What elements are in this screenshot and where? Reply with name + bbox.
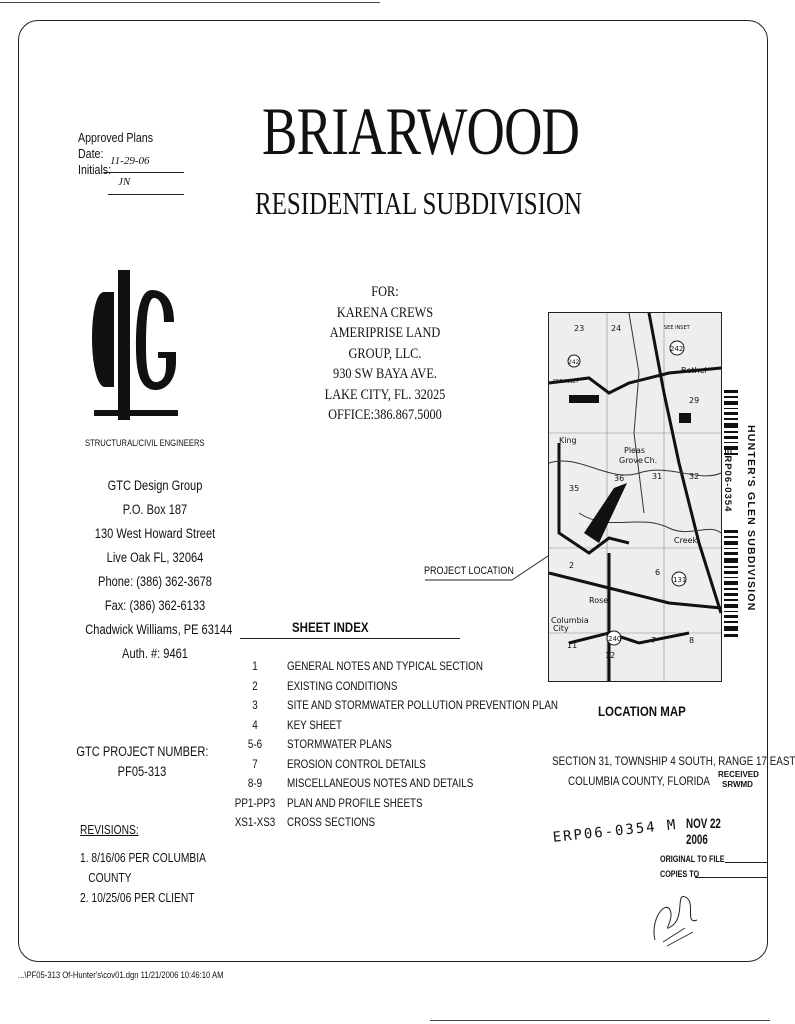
srwmd-text: SRWMD — [722, 780, 753, 789]
svg-text:12: 12 — [605, 651, 616, 660]
svg-text:11: 11 — [567, 641, 578, 650]
location-map-title: LOCATION MAP — [598, 703, 686, 719]
svg-text:Ch.: Ch. — [644, 456, 658, 465]
project-location-label: PROJECT LOCATION — [424, 565, 514, 577]
revision-item: 2. 10/25/06 PER CLIENT — [80, 891, 195, 905]
project-subtitle: RESIDENTIAL SUBDIVISION — [255, 185, 583, 221]
svg-text:SEE INSET: SEE INSET — [664, 325, 690, 331]
svg-text:36: 36 — [614, 474, 625, 483]
engineer-line: Fax: (386) 362-6133 — [104, 598, 206, 613]
sheet-description: EROSION CONTROL DETAILS — [287, 756, 426, 771]
svg-text:2: 2 — [569, 561, 575, 570]
engineer-block — [70, 474, 240, 666]
logo-caption: STRUCTURAL/CIVIL ENGINEERS — [85, 438, 205, 448]
for-label: FOR: — [371, 284, 399, 300]
original-line — [725, 862, 767, 863]
sheet-description: EXISTING CONDITIONS — [287, 678, 398, 693]
engineer-line: 130 West Howard Street — [94, 526, 216, 541]
sheet-number: XS1-XS3 — [234, 815, 276, 829]
sheet-description: PLAN AND PROFILE SHEETS — [287, 795, 423, 810]
initials-underline — [108, 194, 184, 195]
svg-text:31: 31 — [652, 472, 663, 481]
sheet-number: 4 — [252, 717, 258, 732]
svg-text:242: 242 — [568, 359, 580, 366]
engineer-line: Chadwick Williams, PE 63144 — [85, 622, 233, 637]
initials-handwritten: JN — [118, 176, 131, 188]
client-line: 930 SW BAYA AVE. — [333, 366, 437, 382]
engineer-line: Auth. #: 9461 — [122, 646, 188, 661]
sheet-description: KEY SHEET — [287, 717, 343, 732]
sheet-description: GENERAL NOTES AND TYPICAL SECTION — [287, 659, 483, 673]
sheet-number: PP1-PP3 — [234, 795, 276, 810]
signature-scribble — [645, 880, 705, 950]
svg-text:Grove: Grove — [619, 456, 643, 465]
original-to-file: ORIGINAL TO FILE — [660, 854, 725, 864]
sheet-index-rule — [240, 638, 460, 639]
approval-heading: Approved Plans — [78, 131, 154, 145]
vertical-erp-number: ERP06-0354 — [722, 448, 733, 513]
svg-text:King: King — [559, 436, 577, 445]
barcode — [724, 390, 738, 640]
date-stamp: NOV 22 2006 — [686, 815, 721, 847]
svg-text:6: 6 — [655, 568, 661, 577]
sheet-number: 7 — [252, 756, 258, 771]
sheet-description: CROSS SECTIONS — [287, 815, 376, 829]
client-line: LAKE CITY, FL. 32025 — [324, 386, 446, 403]
svg-text:24: 24 — [611, 324, 622, 333]
section-description — [533, 751, 795, 791]
section-line-2: COLUMBIA COUNTY, FLORIDA — [568, 774, 710, 788]
approval-block — [78, 130, 153, 178]
svg-text:SEE INSET: SEE INSET — [553, 379, 579, 385]
top-edge-line — [0, 2, 380, 3]
sheet-index-descriptions — [287, 657, 618, 833]
svg-text:32: 32 — [689, 472, 700, 481]
section-line-1: SECTION 31, TOWNSHIP 4 SOUTH, RANGE 17 EAST — [552, 754, 795, 768]
svg-text:23: 23 — [574, 324, 585, 333]
revisions-block — [80, 820, 234, 908]
engineer-line: P.O. Box 187 — [122, 502, 188, 517]
svg-text:242: 242 — [670, 345, 684, 353]
svg-text:29: 29 — [689, 396, 700, 405]
project-number-value: PF05-313 — [117, 764, 167, 779]
svg-text:131: 131 — [673, 576, 687, 584]
svg-text:7: 7 — [651, 636, 657, 645]
location-map — [548, 312, 722, 682]
sheet-description: SITE AND STORMWATER POLLUTION PREVENTION PLAN — [287, 698, 559, 712]
sheet-number: 8-9 — [247, 776, 263, 790]
date-handwritten: 11-29-06 — [110, 155, 150, 167]
sheet-description: MISCELLANEOUS NOTES AND DETAILS — [287, 776, 474, 790]
svg-text:Pleas: Pleas — [624, 446, 646, 455]
sheet-number: 1 — [252, 659, 258, 673]
received-stamp — [718, 770, 759, 790]
revision-item: 1. 8/16/06 PER COLUMBIA — [80, 851, 206, 865]
copies-to: COPIES TO — [660, 869, 700, 879]
sheet-description: STORMWATER PLANS — [287, 737, 392, 751]
gtc-logo — [86, 262, 186, 422]
sheet-index-heading: SHEET INDEX — [292, 620, 369, 635]
svg-text:Creek: Creek — [674, 536, 698, 545]
sheet-number: 5-6 — [247, 737, 263, 751]
svg-text:240: 240 — [608, 635, 622, 643]
engineer-line: Phone: (386) 362-3678 — [98, 574, 212, 589]
date-underline — [104, 172, 184, 173]
map-graphic — [549, 313, 721, 681]
project-number-label: GTC PROJECT NUMBER: — [76, 744, 209, 759]
engineer-line: GTC Design Group — [107, 478, 203, 493]
file-path: ...\PF05-313 Of-Hunter's\cov01.dgn 11/21/2006 10:46:10 AM — [18, 970, 224, 980]
project-number-block — [62, 742, 222, 782]
copies-line — [695, 877, 767, 878]
client-line: AMERIPRISE LAND GROUP, LLC. — [329, 325, 441, 362]
svg-text:35: 35 — [569, 484, 580, 493]
sheet-number: 2 — [252, 678, 258, 693]
initials-label: Initials: — [78, 163, 112, 177]
project-title: BRIARWOOD — [262, 93, 580, 169]
received-text: RECEIVED — [718, 770, 759, 779]
sheet-index-numbers — [225, 657, 285, 833]
svg-text:8: 8 — [689, 636, 695, 645]
svg-text:City: City — [553, 624, 569, 633]
bottom-edge-line — [430, 1020, 770, 1021]
client-line: OFFICE:386.867.5000 — [328, 407, 442, 423]
sheet-number: 3 — [252, 698, 258, 712]
svg-text:Rose: Rose — [589, 596, 609, 605]
engineer-line: Live Oak FL, 32064 — [106, 550, 204, 565]
date-label: Date: — [78, 147, 104, 161]
revision-item: COUNTY — [88, 871, 132, 885]
svg-text:Bethel: Bethel — [681, 366, 707, 375]
client-line: KARENA CREWS — [336, 304, 434, 321]
client-block — [300, 282, 470, 426]
revisions-heading: REVISIONS: — [80, 823, 139, 837]
erp-handwritten: ERP06-0354 M — [552, 816, 679, 846]
vertical-subdivision-title: HUNTER'S GLEN SUBDIVISION — [745, 425, 757, 612]
svg-text:Columbia: Columbia — [551, 616, 589, 625]
